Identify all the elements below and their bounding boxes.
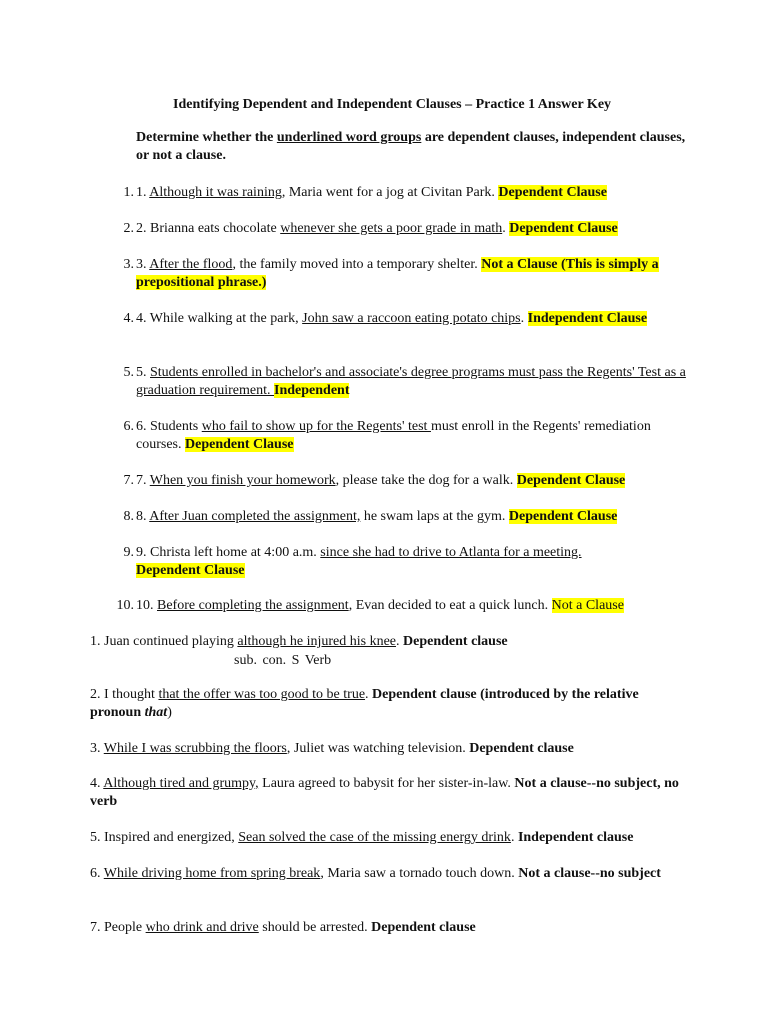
exercise-item — [90, 775, 690, 811]
underlined-group: Before completing the assignment — [157, 598, 349, 613]
sentence-text: 10. — [136, 598, 157, 613]
exercise-item — [90, 919, 690, 937]
answer-emphasis: that — [144, 705, 168, 720]
underlined-group: that the offer was too good to be true — [158, 687, 366, 702]
underlined-group: Sean solved the case of the missing energy drink — [238, 830, 511, 845]
underlined-group: After Juan completed the assignment, — [149, 509, 361, 524]
answer-highlight: Dependent Clause — [508, 509, 618, 524]
grammar-annotation: sub. con. S Verb — [234, 653, 332, 668]
sentence-text: should be arrested. — [258, 920, 372, 935]
list-item — [123, 544, 696, 580]
sentence-text: must enroll in the Regents' remediation courses. — [136, 419, 651, 452]
sentence-text: , Juliet was watching television. — [286, 741, 470, 756]
answer-text: Dependent clause — [403, 634, 508, 649]
answer-highlight: Independent — [274, 383, 350, 398]
item-number: 6. — [123, 419, 134, 434]
sentence-text: 7. People — [90, 920, 146, 935]
answer-text: Dependent clause — [469, 741, 574, 756]
sentence-text: 5. Inspired and energized, — [90, 830, 239, 845]
sentence-text: Laura agreed to babysit for her sister-in-law. — [258, 776, 515, 791]
item-number: 8. — [123, 509, 134, 524]
answer-highlight: Not a Clause (This is simply a prepositional phrase.) — [136, 257, 659, 290]
item-number: 7. — [123, 473, 134, 488]
underlined-group: While I was scrubbing the floors — [103, 741, 287, 756]
sentence-text: 8. — [136, 509, 150, 524]
item-number: 10. — [116, 598, 134, 613]
exercise-item — [90, 865, 690, 883]
exercise-item — [90, 829, 690, 847]
sentence-text: he swam laps at the gym. — [360, 509, 509, 524]
answer-highlight: Dependent Clause — [185, 437, 294, 452]
instructions — [136, 129, 696, 165]
list-item — [123, 472, 696, 490]
sentence-text: 6. Students — [136, 419, 202, 434]
sentence-text: , the family moved into a temporary shelter. — [232, 257, 482, 272]
underlined-group: who drink and drive — [145, 920, 259, 935]
instructions-text-end: are dependent clauses, independent clauses, or not a clause. — [136, 130, 686, 163]
exercise-item — [90, 633, 690, 651]
sentence-text: 3. — [90, 741, 104, 756]
sentence-text: . — [502, 221, 510, 236]
list-item — [123, 256, 696, 292]
underlined-group: When you finish your homework — [149, 473, 336, 488]
sentence-text: 3. — [136, 257, 150, 272]
sentence-text: , Evan decided to eat a quick lunch. — [348, 598, 552, 613]
answer-text: Dependent clause — [371, 920, 476, 935]
sentence-text: 2. I thought — [90, 687, 159, 702]
answer-text: Dependent clause (introduced by the relative pronoun — [90, 687, 639, 720]
instructions-text: Determine whether the — [136, 130, 277, 145]
list-item — [123, 220, 696, 238]
sentence-text: . — [520, 311, 528, 326]
sentence-text: 1. — [136, 185, 150, 200]
sentence-text: 9. Christa left home at 4:00 a.m. — [136, 545, 321, 560]
item-number: 3. — [123, 257, 134, 272]
sentence-text: . — [365, 687, 373, 702]
page-title: Identifying Dependent and Independent Clauses – Practice 1 Answer Key — [173, 97, 612, 112]
answer-highlight: Independent Clause — [527, 311, 648, 326]
list-item — [123, 184, 696, 202]
item-number: 9. — [123, 545, 134, 560]
sentence-text: 4. While walking at the park, — [136, 311, 303, 326]
answer-text: Not a clause--no subject, no verb — [90, 776, 679, 809]
list-item — [116, 597, 696, 615]
item-number: 4. — [123, 311, 134, 326]
sentence-text: 1. Juan continued playing — [90, 634, 238, 649]
sentence-text: , Maria saw a tornado touch down. — [320, 866, 519, 881]
item-number: 2. — [123, 221, 134, 236]
answer-text: Independent clause — [517, 830, 634, 845]
sentence-text: . — [396, 634, 404, 649]
sentence-text: , Maria went for a jog at Civitan Park. — [281, 185, 499, 200]
exercise-item — [90, 686, 690, 722]
underlined-group: Although tired and grumpy, — [103, 776, 259, 791]
sentence-text: , please take the dog for a walk. — [335, 473, 517, 488]
answer-highlight: Dependent Clause — [516, 473, 626, 488]
sentence-text: . — [510, 830, 518, 845]
list-item — [123, 364, 696, 400]
underlined-group: who fail to show up for the Regents' test — [201, 419, 431, 434]
answer-text: Not a clause--no subject — [518, 866, 661, 881]
item-number: 1. — [123, 185, 134, 200]
answer-highlight: Dependent Clause — [136, 563, 245, 578]
underlined-group: John saw a raccoon eating potato chips — [302, 311, 521, 326]
answer-text-end: ) — [167, 705, 172, 720]
underlined-group: While driving home from spring break — [103, 866, 321, 881]
sentence-text: 5. — [136, 365, 150, 380]
sentence-text: 6. — [90, 866, 104, 881]
answer-highlight: Dependent Clause — [498, 185, 607, 200]
list-item — [123, 508, 696, 526]
instructions-underlined: underlined word groups — [276, 130, 422, 145]
list-item — [123, 310, 696, 328]
sentence-text: 2. Brianna eats chocolate — [136, 221, 281, 236]
answer-highlight: Dependent Clause — [509, 221, 618, 236]
underlined-group: Although it was raining — [149, 185, 282, 200]
underlined-group: Students enrolled in bachelor's and associate's degree programs must pass the Regents' Test as a graduation requirement. — [136, 365, 686, 398]
answer-highlight: Not a Clause — [551, 598, 624, 613]
list-item — [123, 418, 696, 454]
sentence-text: 4. — [90, 776, 104, 791]
underlined-group: although he injured his knee — [237, 634, 397, 649]
underlined-group: since she had to drive to Atlanta for a meeting. — [320, 545, 582, 560]
underlined-group: After the flood — [149, 257, 233, 272]
item-number: 5. — [123, 365, 134, 380]
exercise-item — [90, 740, 690, 758]
sentence-text: 7. — [136, 473, 150, 488]
underlined-group: whenever she gets a poor grade in math — [280, 221, 503, 236]
